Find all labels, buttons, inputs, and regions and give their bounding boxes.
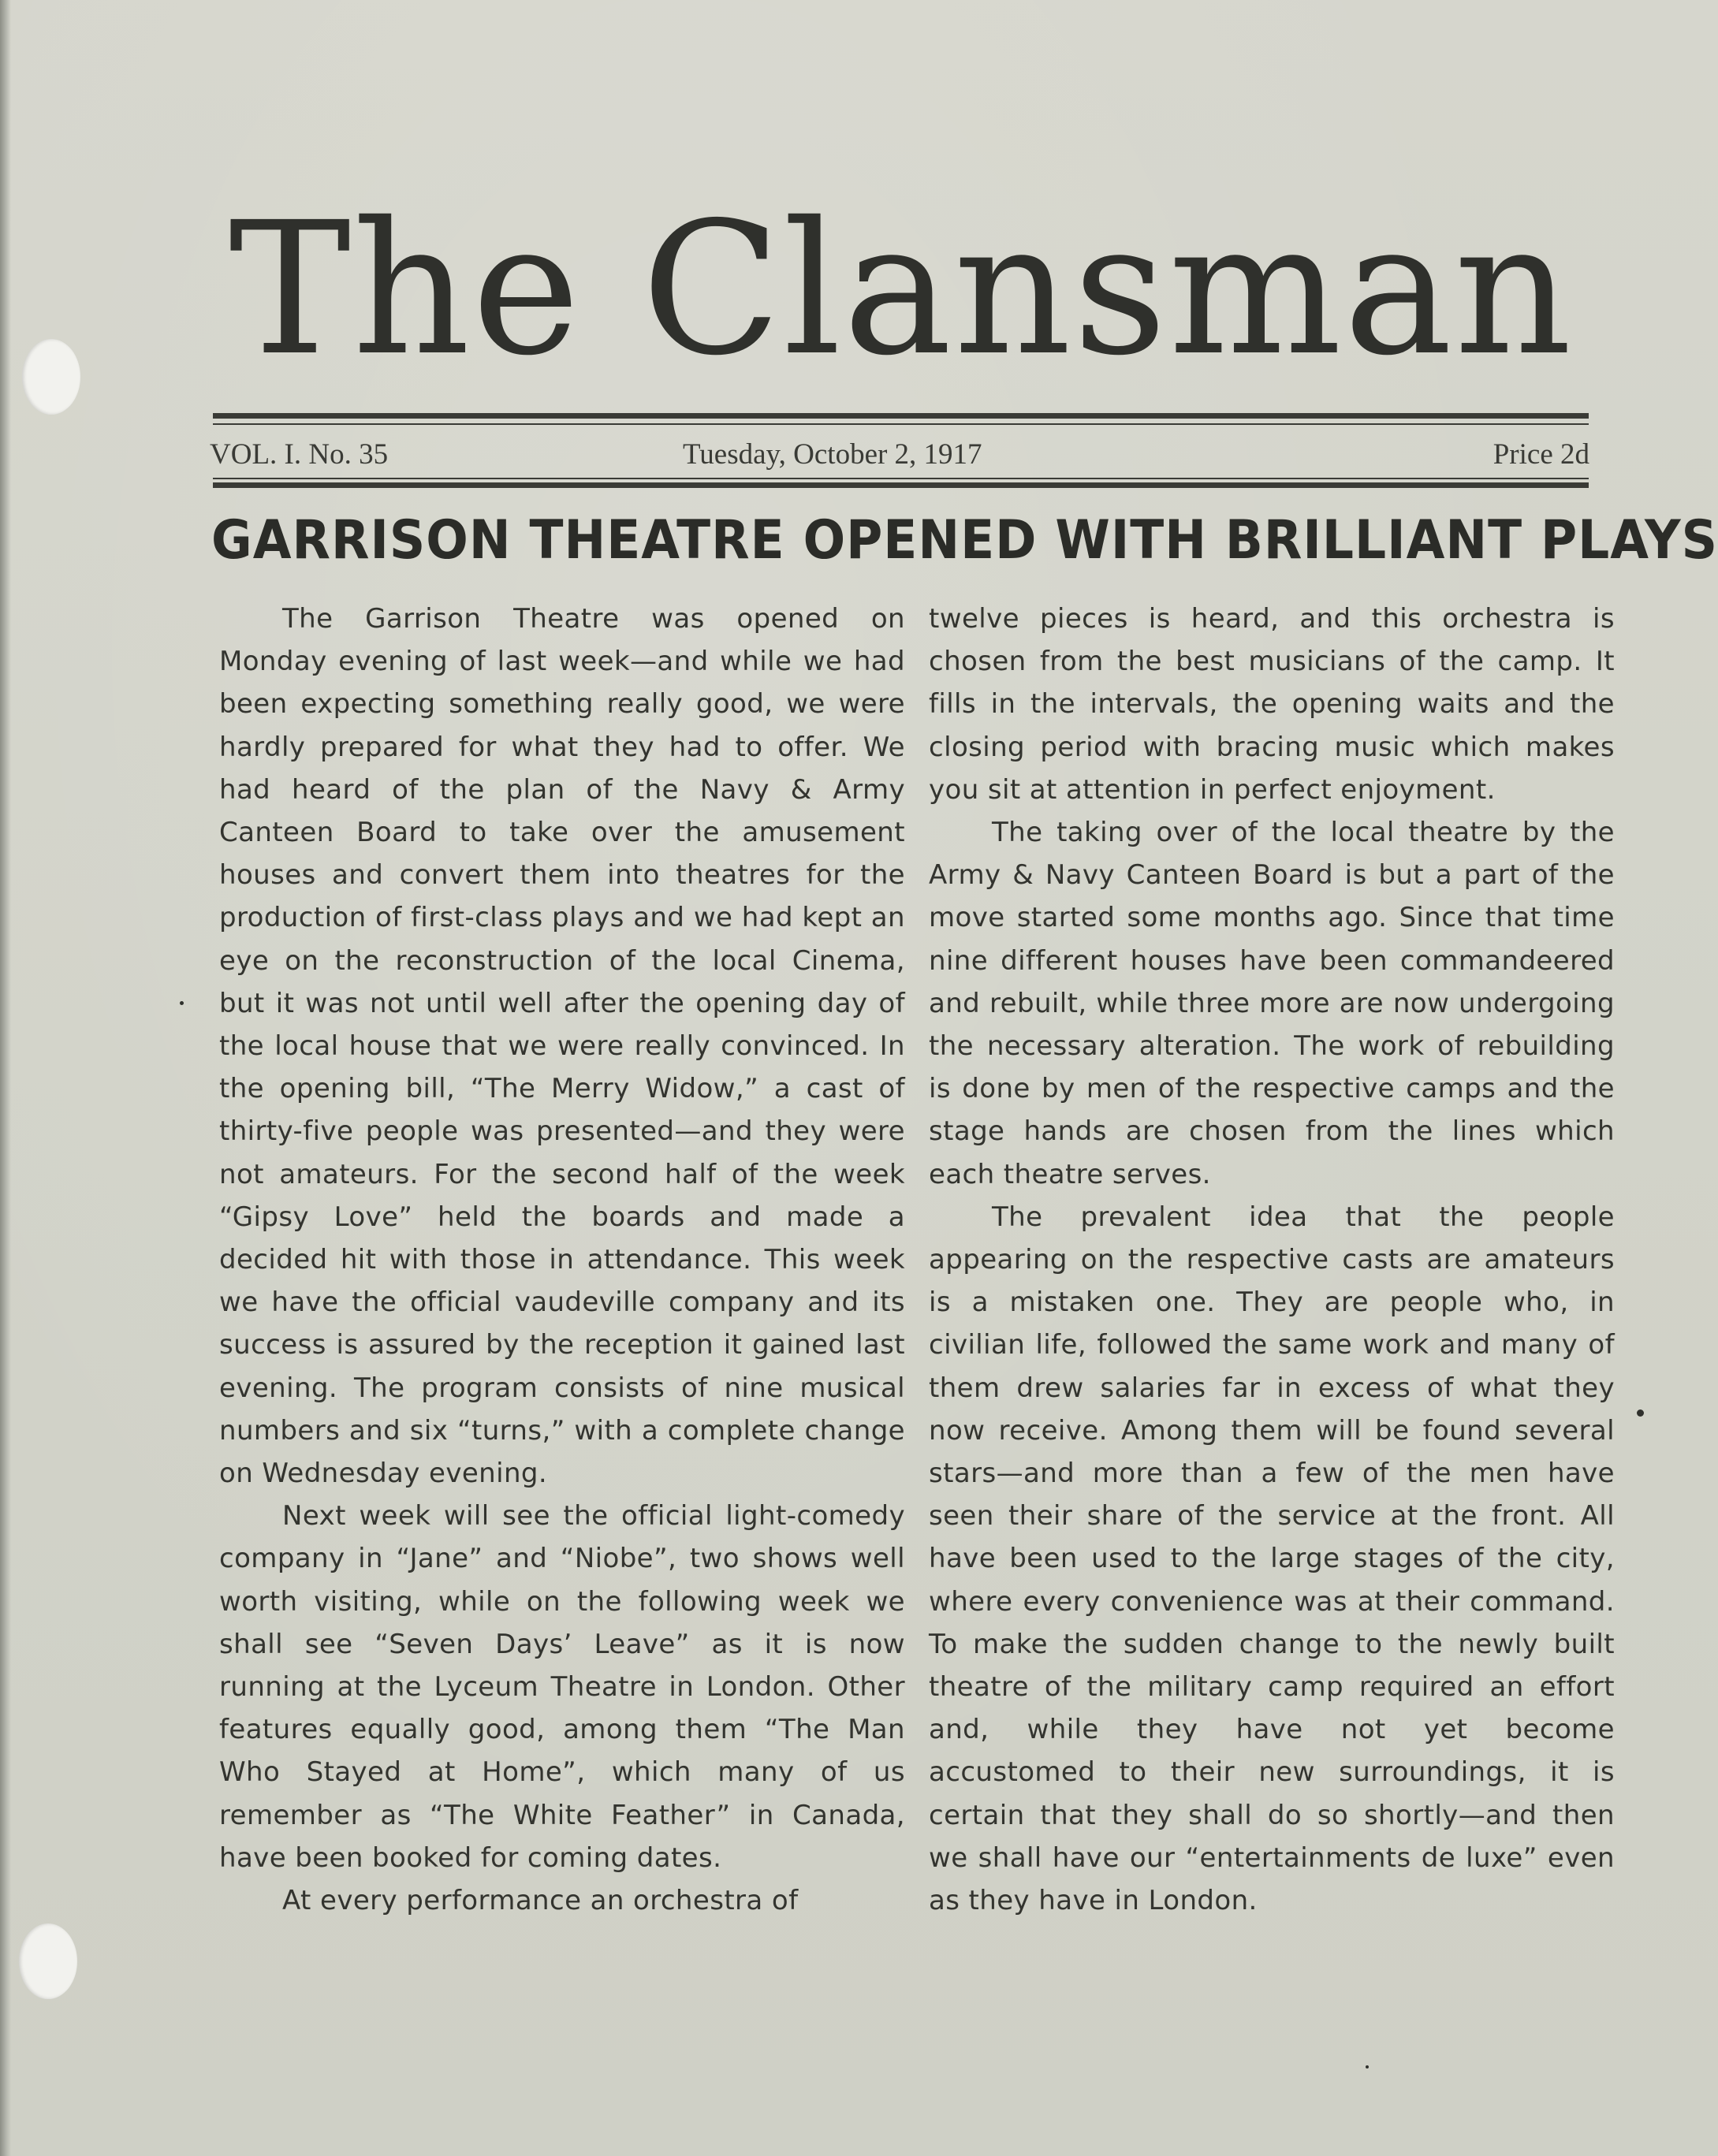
dateline-rule	[213, 482, 1589, 488]
ink-speck	[1366, 2065, 1369, 2068]
page-binding-edge	[0, 0, 11, 2156]
masthead-title: The Clansman	[229, 183, 1574, 396]
article-paragraph: At every performance an orchestra of	[282, 1885, 799, 1917]
article-column-right	[929, 598, 1615, 1922]
issue-price: Price 2d	[1493, 438, 1589, 471]
article-paragraph: twelve pieces is heard, and this orchestra is chosen from the best musicians of the camp. It fills in the intervals, the opening waits and the closing period with bracing music which makes you sit at attention in perfect enjoyment.	[929, 603, 1615, 806]
volume-number: VOL. I. No. 35	[210, 438, 389, 471]
article-paragraph: The taking over of the local theatre by the Army & Navy Canteen Board is but a part of the move started some months ago. Since that time nine different houses have been commandeered and rebuilt, while three more are now undergoing the necessary alteration. The work of rebuilding is done by men of the respective camps and the stage hands are chosen from the lines which each theatre serves.	[929, 817, 1615, 1190]
punch-hole	[19, 1923, 77, 1999]
punch-hole	[22, 339, 80, 415]
ink-speck	[1637, 1409, 1644, 1417]
dateline-rule	[213, 478, 1589, 479]
article-headline: GARRISON THEATRE OPENED WITH BRILLIANT PLAYS	[211, 508, 1718, 572]
article-paragraph: Next week will see the official light-comedy company in “Jane” and “Niobe”, two shows well worth visiting, while on the following week we shall see “Seven Days’ Leave” as it is now running at the Lyceum Theatre in London. Other features equally good, among them “The Man Who Stayed at Home”, which many of us remember as “The White Feather” in Canada, have been booked for coming dates.	[219, 1500, 905, 1874]
article-column-left	[219, 598, 905, 1922]
article-paragraph: The prevalent idea that the people appearing on the respective casts are amateurs is a mistaken one. They are people who, in civilian life, followed the same work and many of them drew salaries far in excess of what they now receive. Among them will be found several stars—and more than a few of the men have seen their share of the service at the front. All have been used to the large stages of the city, where every convenience was at their command. To make the sudden change to the newly built theatre of the military camp required an effort and, while they have not yet become accustomed to their new surroundings, it is certain that they shall do so shortly—and then we shall have our “entertainments de luxe” even as they have in London.	[929, 1201, 1615, 1917]
issue-date: Tuesday, October 2, 1917	[683, 438, 982, 471]
article-paragraph: The Garrison Theatre was opened on Monday evening of last week—and while we had been expecting something really good, we were hardly prepared for what they had to offer. We had heard of the plan of the Navy & Army Canteen Board to take over the amusement houses and convert them into theatres for the production of first-class plays and we had kept an eye on the reconstruction of the local Cinema, but it was not until well after the opening day of the local house that we were really convinced. In the opening bill, “The Merry Widow,” a cast of thirty-five people was presented—and they were not amateurs. For the second half of the week “Gipsy Love” held the boards and made a decided hit with those in attendance. This week we have the official vaudeville company and its success is assured by the reception it gained last evening. The program consists of nine musical numbers and six “turns,” with a complete change on Wednesday evening.	[219, 603, 905, 1490]
masthead-rule	[213, 423, 1589, 425]
dateline	[210, 436, 1589, 474]
masthead-rule	[213, 413, 1589, 419]
ink-speck	[180, 1001, 184, 1005]
